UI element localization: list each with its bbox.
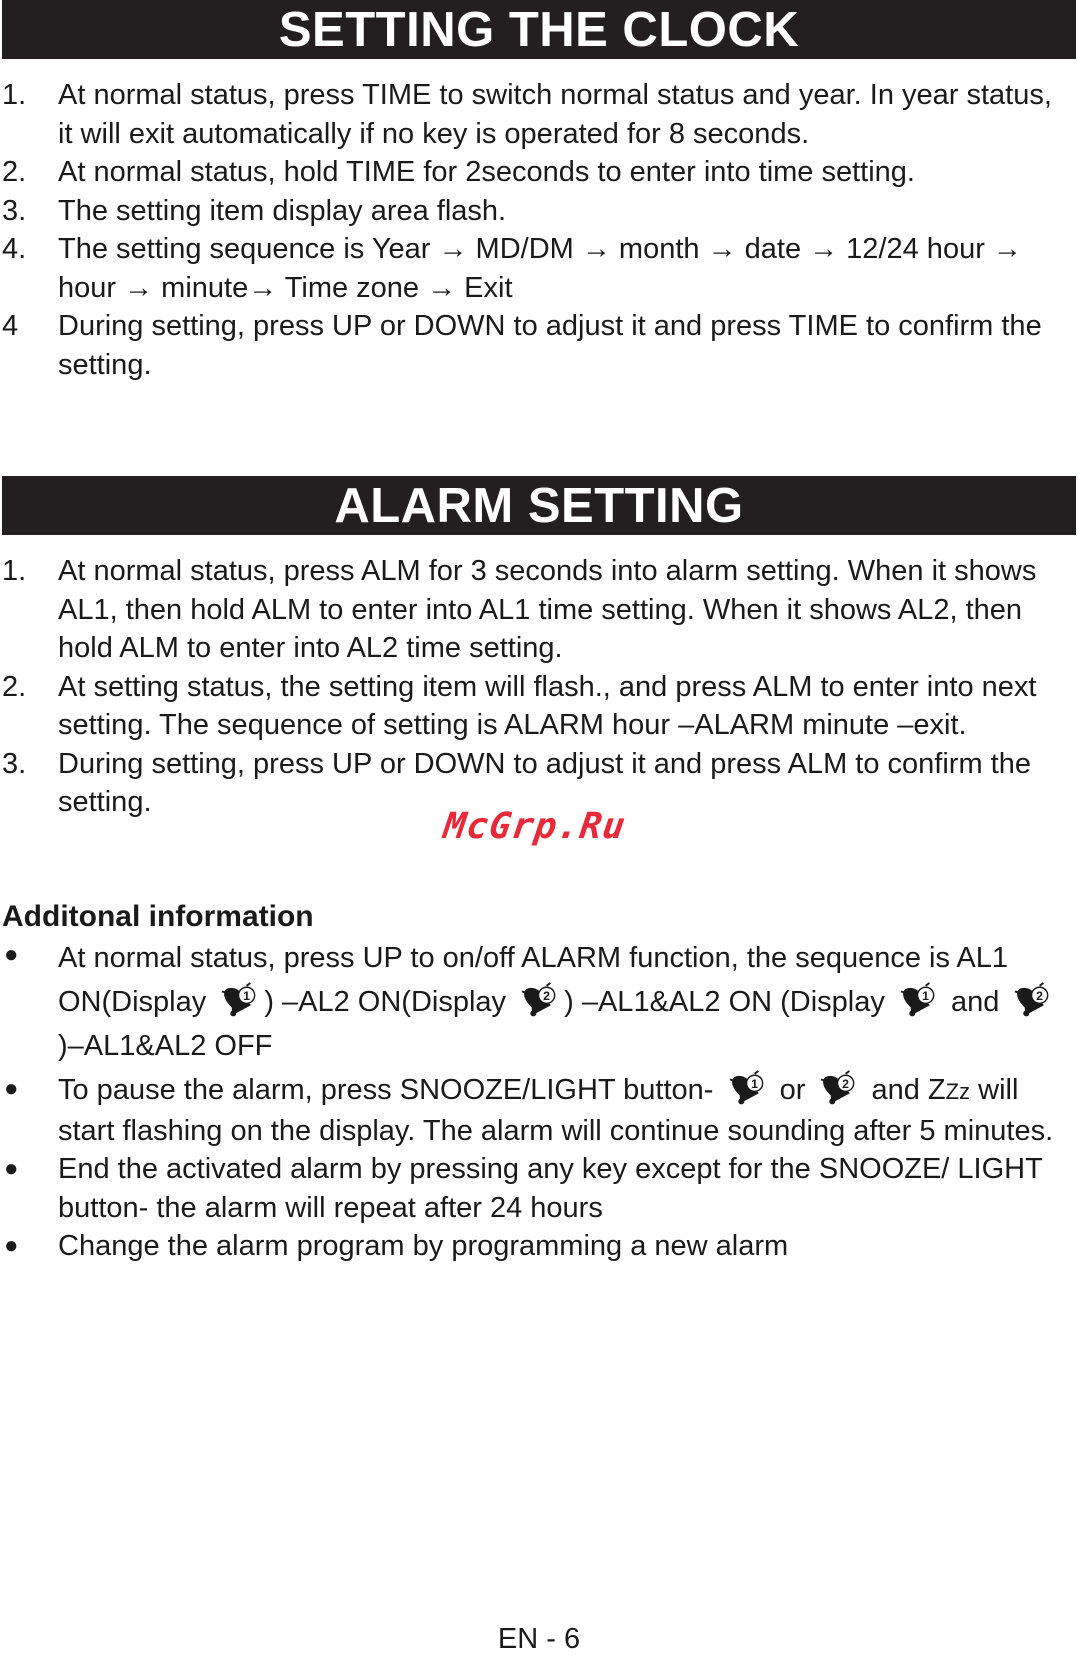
snooze-zzz: Zz bbox=[945, 1079, 971, 1104]
svg-text:1: 1 bbox=[243, 989, 251, 1004]
text-run: ) –AL1&AL2 ON (Display bbox=[564, 986, 893, 1018]
item-text: At normal status, press TIME to switch normal status and year. In year status, it will exit automatically if no key is operated for 8 seconds. bbox=[58, 79, 1052, 150]
alarm-instructions bbox=[0, 552, 1078, 822]
section-banner-alarm bbox=[2, 476, 1076, 535]
item-text: At normal status, hold TIME for 2seconds to enter into time setting. bbox=[58, 156, 915, 188]
list-item bbox=[0, 192, 1078, 231]
list-item bbox=[0, 1150, 1078, 1227]
item-text: During setting, press UP or DOWN to adjust it and press ALM to confirm the setting. bbox=[58, 747, 1031, 818]
item-number: 4 bbox=[2, 310, 19, 342]
item-number: 2. bbox=[2, 670, 27, 703]
bullet: ● bbox=[4, 941, 19, 968]
text-run: To pause the alarm, press SNOOZE/LIGHT button- bbox=[58, 1074, 722, 1106]
item-text bbox=[58, 936, 1074, 1068]
bullet: ● bbox=[4, 1075, 19, 1102]
item-number: 1. bbox=[2, 79, 27, 111]
section-banner-clock bbox=[2, 0, 1076, 59]
text-run: )–AL1&AL2 OFF bbox=[58, 1030, 273, 1062]
item-number: 4. bbox=[2, 233, 27, 265]
item-number: 1. bbox=[2, 555, 27, 587]
bell-2-icon bbox=[1009, 982, 1055, 1020]
item-text: At setting status, the setting item will flash., and press ALM to enter into next setting. The sequence of setting is ALARM hour –ALARM minute –exit. bbox=[58, 670, 1037, 741]
text-run: or bbox=[771, 1074, 814, 1106]
item-text bbox=[58, 1070, 1074, 1150]
text-run: ) –AL2 ON(Display bbox=[264, 986, 515, 1018]
item-number: 3. bbox=[2, 747, 27, 780]
item-number: 3. bbox=[2, 194, 27, 227]
watermark: McGrp.Ru bbox=[441, 806, 629, 847]
list-item bbox=[0, 153, 1078, 192]
list-item bbox=[0, 1070, 1078, 1150]
bullet: ● bbox=[4, 1232, 19, 1259]
item-text: End the activated alarm by pressing any key except for the SNOOZE/ LIGHT button- the alarm will repeat after 24 hours bbox=[58, 1153, 1043, 1224]
section-title: ALARM SETTING bbox=[334, 478, 744, 533]
text-run: and bbox=[942, 986, 1008, 1018]
list-item bbox=[0, 307, 1078, 384]
item-text: The setting item display area flash. bbox=[58, 194, 507, 227]
text-run: and Z bbox=[863, 1074, 946, 1106]
page-number: EN - 6 bbox=[497, 1623, 581, 1655]
bell-1-icon bbox=[895, 982, 941, 1020]
section-title: SETTING THE CLOCK bbox=[278, 2, 800, 57]
text-run: will start flashing on the display. The alarm will continue sounding after 5 minutes. bbox=[58, 1074, 1054, 1147]
additional-info-heading: Additonal information bbox=[2, 900, 314, 933]
svg-text:1: 1 bbox=[922, 989, 929, 1004]
item-text: At normal status, press ALM for 3 seconds into alarm setting. When it shows AL1, then hold ALM to enter into AL1 time setting. When it shows AL2, then hold ALM to enter into AL2 time setting. bbox=[58, 555, 1037, 664]
clock-instructions bbox=[0, 76, 1078, 384]
svg-text:1: 1 bbox=[750, 1077, 758, 1092]
list-item bbox=[0, 936, 1078, 1068]
bell-2-icon bbox=[815, 1070, 861, 1108]
bell-1-icon bbox=[216, 982, 262, 1020]
bullet: ● bbox=[4, 1155, 19, 1182]
list-item bbox=[0, 1227, 1078, 1266]
svg-text:2: 2 bbox=[842, 1077, 850, 1092]
item-text: The setting sequence is Year → MD/DM → month → date → 12/24 hour → hour → minute→ Time zone → Exit bbox=[58, 233, 1022, 304]
svg-text:2: 2 bbox=[1036, 989, 1044, 1004]
item-text: During setting, press UP or DOWN to adjust it and press TIME to confirm the setting. bbox=[58, 310, 1042, 381]
bell-1-icon bbox=[724, 1070, 770, 1108]
bell-2-icon bbox=[516, 982, 562, 1020]
svg-text:2: 2 bbox=[543, 989, 551, 1004]
list-item bbox=[0, 230, 1078, 307]
item-number: 2. bbox=[2, 156, 27, 188]
text-run: At normal status, press UP to on/off ALARM function, the sequence is AL1 ON(Display bbox=[58, 942, 1009, 1018]
item-text: Change the alarm program by programming a new alarm bbox=[58, 1230, 789, 1262]
list-item bbox=[0, 552, 1078, 668]
list-item bbox=[0, 76, 1078, 153]
list-item bbox=[0, 668, 1078, 745]
additional-info-list bbox=[0, 936, 1078, 1266]
